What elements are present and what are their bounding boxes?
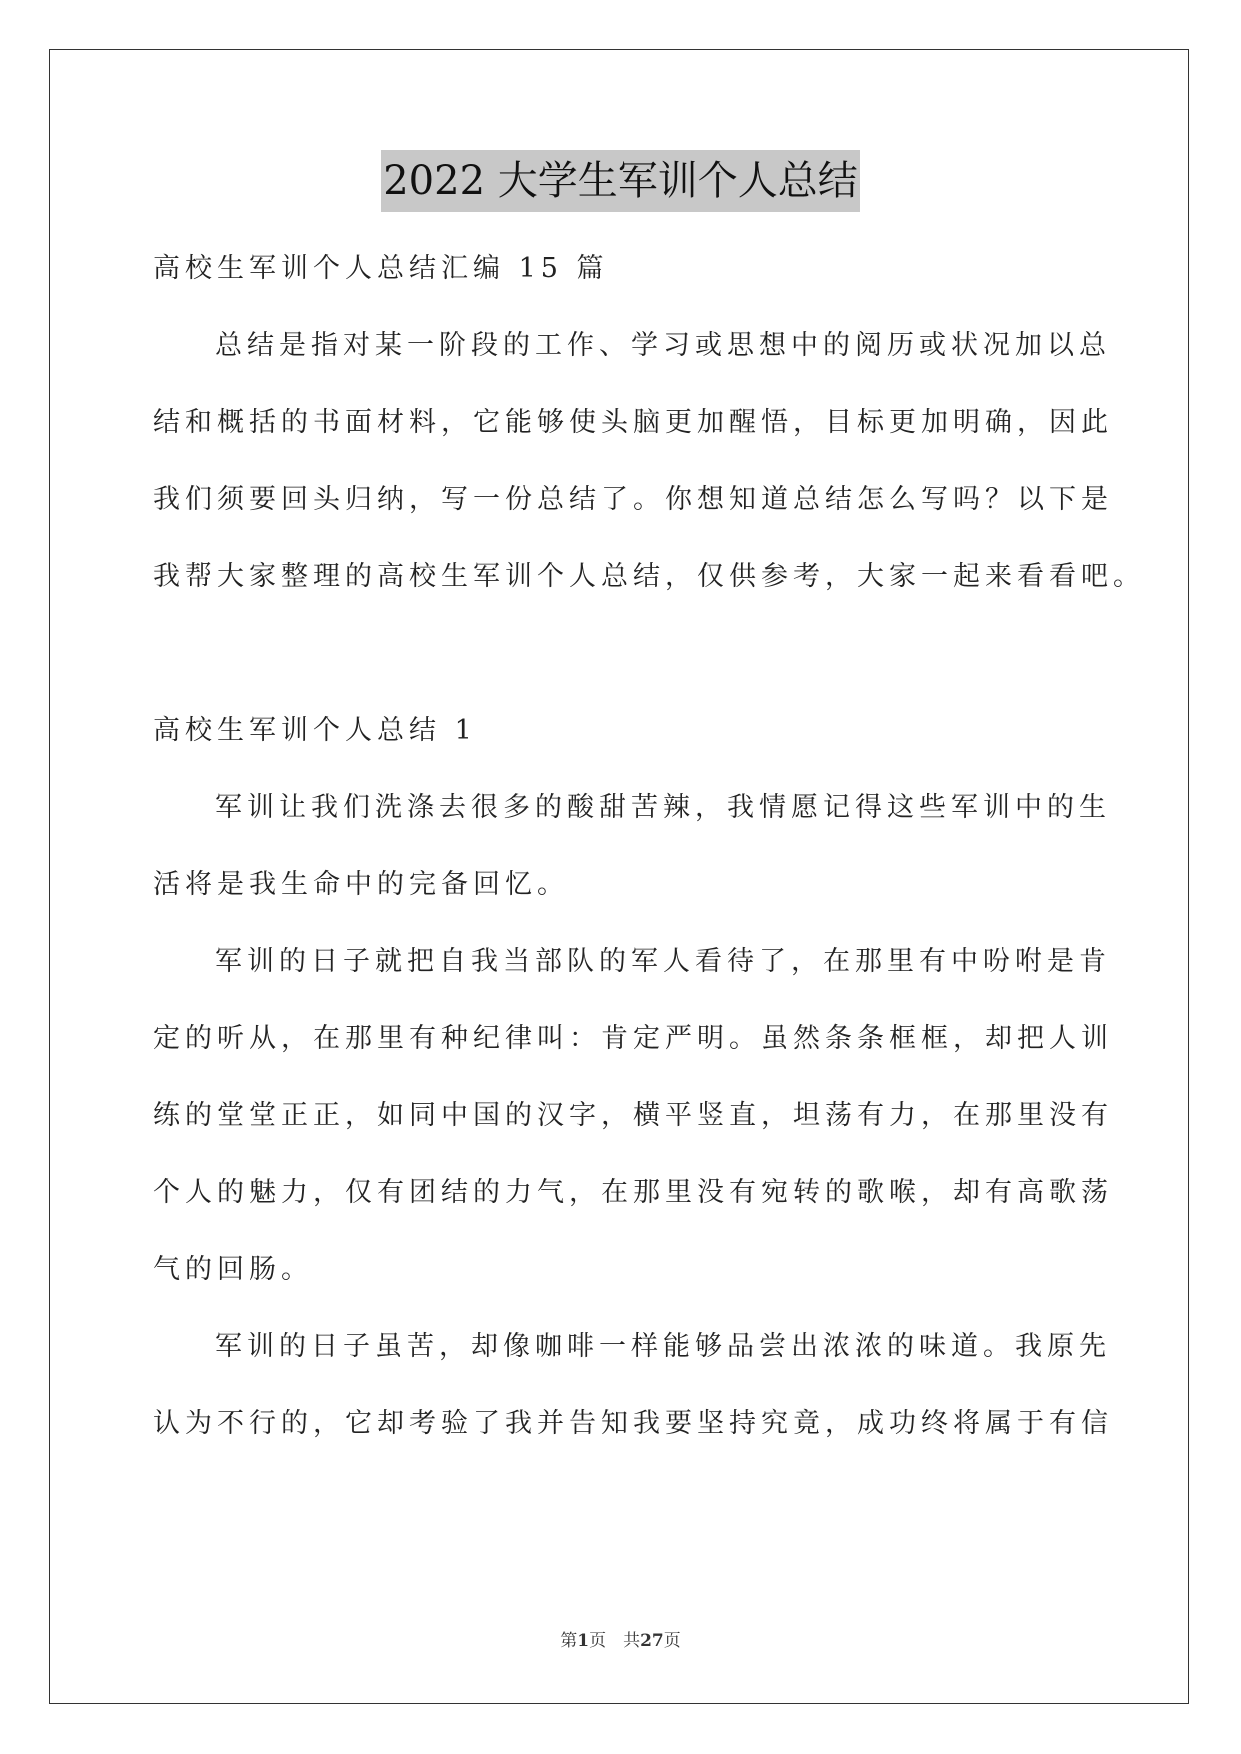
para1-line: 活将是我生命中的完备回忆。 bbox=[153, 869, 569, 900]
para2-line: 军训的日子就把自我当部队的军人看待了，在那里有中吩咐是肯 bbox=[215, 946, 1111, 977]
footer-page-total: 27 bbox=[640, 1631, 664, 1651]
document-subtitle: 高校生军训个人总结汇编 15 篇 bbox=[153, 253, 609, 284]
footer-page-current: 1 bbox=[577, 1631, 590, 1651]
footer-page-mid: 页 共 bbox=[589, 1631, 641, 1651]
document-title: 2022 大学生军训个人总结 bbox=[381, 150, 860, 212]
para3-line: 军训的日子虽苦，却像咖啡一样能够品尝出浓浓的味道。我原先 bbox=[215, 1331, 1111, 1362]
intro-line: 总结是指对某一阶段的工作、学习或思想中的阅历或状况加以总 bbox=[215, 330, 1111, 361]
title-container bbox=[0, 150, 1241, 212]
para2-line: 定的听从，在那里有种纪律叫：肯定严明。虽然条条框框，却把人训 bbox=[153, 1023, 1113, 1054]
intro-line: 我帮大家整理的高校生军训个人总结，仅供参考，大家一起来看看吧。 bbox=[153, 561, 1145, 592]
paragraph-gap bbox=[153, 615, 1093, 692]
para2-line: 个人的魅力，仅有团结的力气，在那里没有宛转的歌喉，却有高歌荡 bbox=[153, 1177, 1113, 1208]
footer-page-suffix: 页 bbox=[663, 1631, 681, 1651]
para3-line: 认为不行的，它却考验了我并告知我要坚持究竟，成功终将属于有信 bbox=[153, 1408, 1113, 1439]
section-heading: 高校生军训个人总结 1 bbox=[153, 715, 477, 746]
page-footer bbox=[0, 1626, 1241, 1651]
para1-line: 军训让我们洗涤去很多的酸甜苦辣，我情愿记得这些军训中的生 bbox=[215, 792, 1111, 823]
intro-line: 结和概括的书面材料，它能够使头脑更加醒悟，目标更加明确，因此 bbox=[153, 407, 1113, 438]
para2-line: 练的堂堂正正，如同中国的汉字，横平竖直，坦荡有力，在那里没有 bbox=[153, 1100, 1113, 1131]
footer-page-prefix: 第 bbox=[560, 1631, 578, 1651]
document-body bbox=[153, 230, 1145, 1462]
intro-line: 我们须要回头归纳，写一份总结了。你想知道总结怎么写吗？以下是 bbox=[153, 484, 1113, 515]
para2-line: 气的回肠。 bbox=[153, 1254, 313, 1285]
